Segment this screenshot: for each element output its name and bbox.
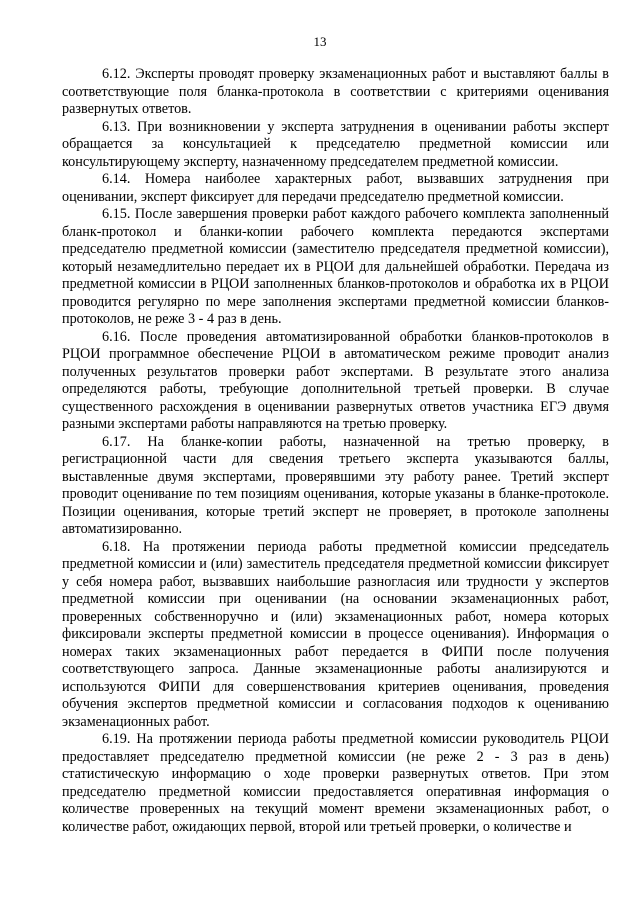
paragraph-6-16: 6.16. После проведения автоматизированной обработки бланков-протоколов в РЦОИ программное обеспечение РЦОИ в автоматическом режиме проводит анализ полученных результатов проверки работ экспертами. В результате этого анализа определяются работы, требующие дополнительной третьей проверки. В случае существенного расхождения в оценивании развернутых ответов участника ЕГЭ двумя разными экспертами работы направляются на третью проверку. [62, 328, 609, 432]
paragraph-6-14: 6.14. Номера наиболее характерных работ, вызвавших затруднения при оценивании, эксперт фиксирует для передачи председателю предметной комиссии. [62, 171, 609, 205]
paragraph-6-15: 6.15. После завершения проверки работ каждого рабочего комплекта заполненный бланк-протокол и бланки-копии рабочего комплекта передаются экспертами председателю предметной комиссии (заместителю председателя предметной комиссии), который незамедлительно передает их в РЦОИ для дальнейшей обработки. Передача из предметной комиссии в РЦОИ заполненных бланков-протоколов и обработка их в РЦОИ проводится регулярно по мере заполнения экспертами предметной комиссии бланков-протоколов, не реже 3 - 4 раз в день. [62, 206, 609, 327]
paragraph-6-12: 6.12. Эксперты проводят проверку экзаменационных работ и выставляют баллы в соответствующие поля бланка-протокола в соответствии с критериями оценивания развернутых ответов. [62, 66, 609, 117]
paragraph-6-13: 6.13. При возникновении у эксперта затруднения в оценивании работы эксперт обращается за консультацией к председателю предметной комиссии или консультирующему эксперту, назначенному председателем предметной комиссии. [62, 118, 609, 170]
paragraph-6-18: 6.18. На протяжении периода работы предметной комиссии председатель предметной комиссии и (или) заместитель председателя предметной комиссии фиксирует у себя номера работ, вызвавших наибольшие разногласия или трудности у экспертов предметной комиссии при оценивании (на основании экзаменационных работ, проверенных собственноручно и (или) экзаменационных работ, номера которых фиксировали эксперты предметной комиссии в процессе оценивания). Информация о номерах таких экзаменационных работ передается в ФИПИ после получения соответствующего запроса. Данные экзаменационные работы анализируются и используются ФИПИ для совершенствования критериев оценивания, проведения обучения экспертов предметной комиссии и согласования подходов к оцениванию экзаменационных работ. [62, 538, 609, 730]
document-body [62, 66, 609, 836]
page-number: 13 [313, 34, 327, 49]
paragraph-6-17: 6.17. На бланке-копии работы, назначенной на третью проверку, в регистрационной части для сведения третьего эксперта указываются баллы, выставленные двумя экспертами, проверявшими эту работу ранее. Третий эксперт проводит оценивание по тем позициям оценивания, которые указаны в бланке-протоколе. Позиции оценивания, которые третий эксперт не проверяет, в протоколе заполнены автоматизированно. [62, 433, 609, 537]
paragraph-6-19: 6.19. На протяжении периода работы предметной комиссии руководитель РЦОИ предоставляет председателю предметной комиссии (не реже 2 - 3 раз в день) статистическую информацию о ходе проверки развернутых ответов. При этом председателю предметной комиссии предоставляется оперативная информация о количестве проверенных на текущий момент времени экзаменационных работ, о количестве работ, ожидающих первой, второй или третьей проверки, о количестве и [62, 731, 609, 835]
